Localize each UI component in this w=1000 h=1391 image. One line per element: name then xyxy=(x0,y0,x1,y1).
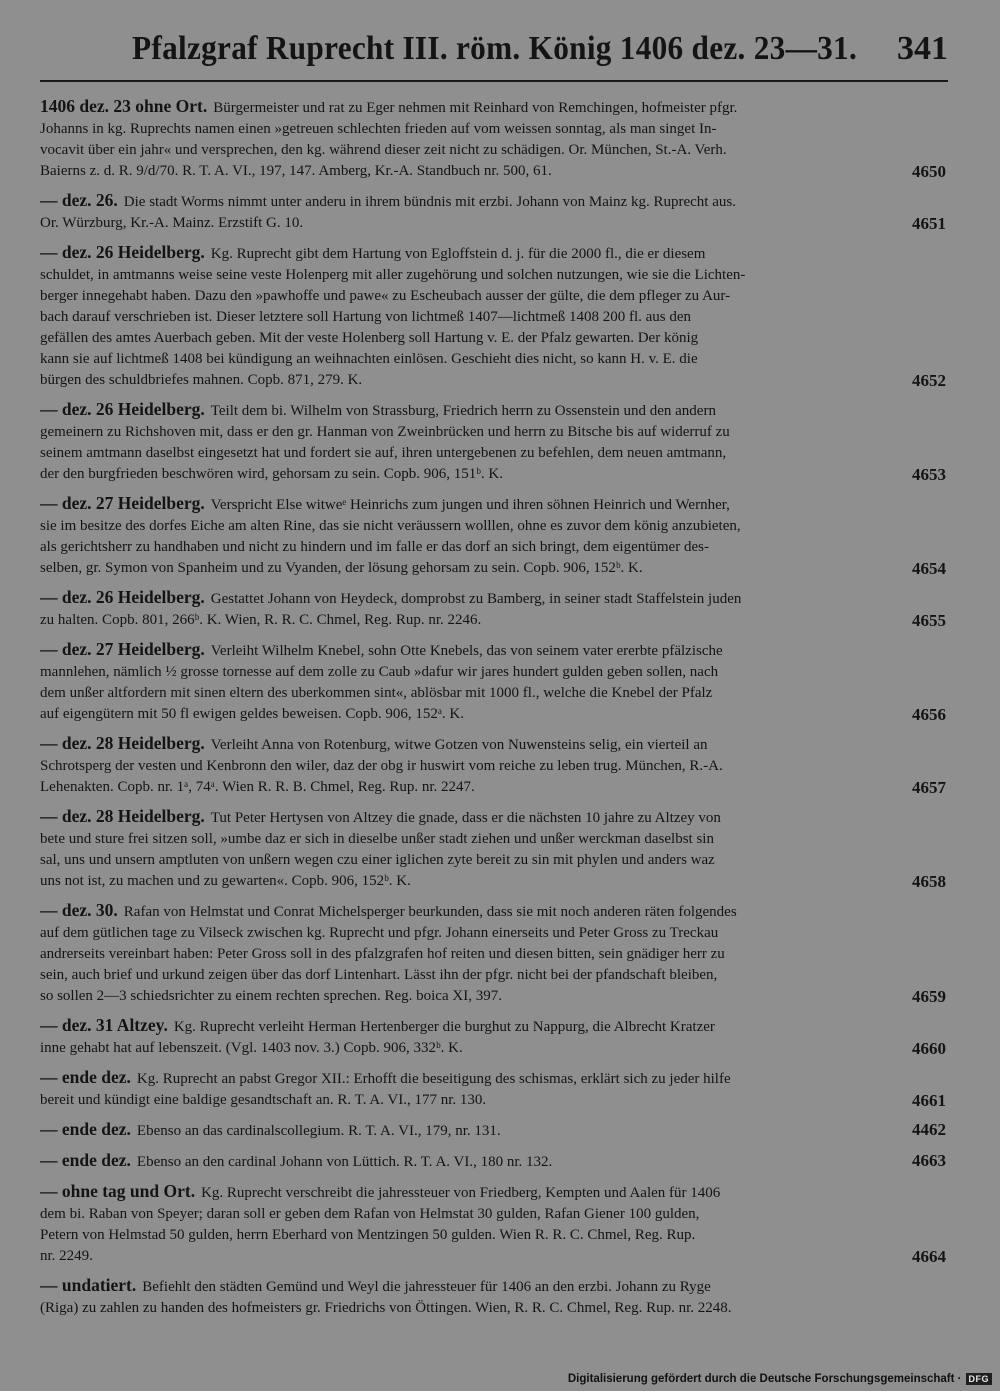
page-header xyxy=(40,26,948,76)
entry-text: Bürgermeister und rat zu Eger nehmen mit Reinhard von Remchingen, hofmeister pfgr. xyxy=(213,100,738,116)
entry-text: bereit und kündigt eine baldige gesandtschaft an. R. T. A. VI., 177 nr. 130. xyxy=(40,1092,487,1108)
entry-text: Schrotsperg der vesten und Kenbronn den wiler, daz der obg ir huswirt vom reiche zu leben trug. München, R.-A. xyxy=(40,758,723,774)
entry-text: dem unßer altfordern mit sinen eltern des uberkommen sint«, ablösbar mit 1000 fl., welche die Knebel der Pfalz xyxy=(40,685,713,701)
entry-line xyxy=(40,190,946,213)
entry-line xyxy=(40,1275,946,1298)
entry-text: Verleiht Wilhelm Knebel, sohn Otte Knebels, das von seinem vater ererbte pfälzische xyxy=(210,643,723,659)
entry-date-heading: — dez. 26 Heidelberg. xyxy=(40,399,205,419)
entry-line xyxy=(40,871,946,892)
entry-line xyxy=(40,161,946,182)
entry-line xyxy=(40,829,946,850)
entry-line xyxy=(40,777,946,798)
entry-text: zu halten. Copb. 801, 266ᵇ. K. Wien, R. R. C. Chmel, Reg. Rup. nr. 2246. xyxy=(40,612,482,628)
regest-entry xyxy=(40,96,946,182)
entry-date-heading: — dez. 28 Heidelberg. xyxy=(40,806,205,826)
entry-line xyxy=(40,265,946,286)
entry-text: Kg. Ruprecht verleiht Herman Hertenberger die burghut zu Nappurg, die Albrecht Kratzer xyxy=(173,1019,715,1035)
entry-line xyxy=(40,1298,946,1319)
entry-text: Rafan von Helmstat und Conrat Michelsperger beurkunden, dass sie mit noch anderen räten folgendes xyxy=(123,904,737,920)
entry-text: andrerseits vereinbart haben: Peter Gross soll in des pfalzgrafen hof reiten und diesen bitten, sein gnädiger herr zu xyxy=(40,946,725,962)
entry-text: Petern von Helmstad 50 gulden, herrn Eberhard von Mentzingen 50 gulden. Wien R. R. C. Chmel, Reg. Rup. xyxy=(40,1227,696,1243)
entry-text: seinem amtmann daselbst eingesetzt hat und fordert sie auf, ihren untergebenen zu befehlen, dem neuen amtmann, xyxy=(40,445,727,461)
entry-text: Tut Peter Hertysen von Altzey die gnade, dass er die nächsten 10 jahre zu Altzey von xyxy=(210,810,721,826)
entry-date-heading: — ende dez. xyxy=(40,1067,131,1087)
entry-line xyxy=(40,587,946,610)
regest-entry xyxy=(40,639,946,725)
entry-date-heading: 1406 dez. 23 ohne Ort. xyxy=(40,96,208,116)
entry-text: dem bi. Raban von Speyer; daran soll er geben dem Rafan von Helmstat 30 gulden, Rafan Giener 100 gulden, xyxy=(40,1206,700,1222)
entry-line xyxy=(40,733,946,756)
entry-text: Kg. Ruprecht verschreibt die jahressteuer von Friedberg, Kempten und Aalen für 1406 xyxy=(201,1185,721,1201)
entry-text: Or. Würzburg, Kr.-A. Mainz. Erzstift G. 10. xyxy=(40,215,304,231)
regest-entry xyxy=(40,190,946,234)
entry-text: Teilt dem bi. Wilhelm von Strassburg, Friedrich herrn zu Ossenstein und den andern xyxy=(210,403,716,419)
entry-line xyxy=(40,516,946,537)
entry-text: gefällen des amtes Auerbach geben. Mit der veste Holenberg soll Hartung v. E. der Pfalz gewarten. Der könig xyxy=(40,330,699,346)
entry-line xyxy=(40,1225,946,1246)
entry-number: 4651 xyxy=(906,213,946,234)
regest-entry xyxy=(40,1015,946,1059)
entry-text: berger innegehabt haben. Dazu den »pawhoffe und pawe« zu Escheubach ausser der gülte, die dem pfleger zu Aur- xyxy=(40,288,731,304)
entry-line xyxy=(40,704,946,725)
regest-entry xyxy=(40,399,946,485)
entry-text: Ebenso an den cardinal Johann von Lüttich. R. T. A. VI., 180 nr. 132. xyxy=(136,1154,553,1170)
entry-text: (Riga) zu zahlen zu handen des hofmeisters gr. Friedrichs von Öttingen. Wien, R. R. C. Chmel, Reg. Rup. nr. 2248. xyxy=(40,1300,732,1316)
entry-line xyxy=(40,639,946,662)
entry-number: 4653 xyxy=(906,464,946,485)
entry-line xyxy=(40,1015,946,1038)
entry-text: selben, gr. Symon von Spanheim und zu Vyanden, der lösung gehorsam zu sein. Copb. 906, 152ᵇ. K. xyxy=(40,560,643,576)
entry-line xyxy=(40,422,946,443)
entry-number: 4660 xyxy=(906,1038,946,1059)
entry-number: 4656 xyxy=(906,704,946,725)
entry-line xyxy=(40,806,946,829)
regest-entry xyxy=(40,1181,946,1267)
entry-line xyxy=(40,683,946,704)
entry-date-heading: — dez. 30. xyxy=(40,900,118,920)
entry-line xyxy=(40,493,946,516)
entry-text: Verleiht Anna von Rotenburg, witwe Gotzen von Nuwensteins selig, ein vierteil an xyxy=(210,737,708,753)
entry-date-heading: — undatiert. xyxy=(40,1275,137,1295)
entry-number: 4658 xyxy=(906,871,946,892)
entry-line xyxy=(40,1038,946,1059)
entry-number: 4659 xyxy=(906,986,946,1007)
entry-line xyxy=(40,965,946,986)
entry-date-heading: — dez. 31 Altzey. xyxy=(40,1015,168,1035)
entry-text: Kg. Ruprecht gibt dem Hartung von Egloffstein d. j. für die 2000 fl., die er diesem xyxy=(210,246,706,262)
entry-line xyxy=(40,944,946,965)
entry-line xyxy=(40,140,946,161)
entry-text: nr. 2249. xyxy=(40,1248,93,1264)
regest-entry xyxy=(40,1150,946,1173)
entry-number: 4661 xyxy=(906,1090,946,1111)
entry-line xyxy=(40,986,946,1007)
entry-text: Gestattet Johann von Heydeck, domprobst zu Bamberg, in seiner stadt Staffelstein juden xyxy=(210,591,742,607)
entry-line xyxy=(40,1067,946,1090)
entry-text: Ebenso an das cardinalscollegium. R. T. A. VI., 179, nr. 131. xyxy=(136,1123,501,1139)
entry-number: 4652 xyxy=(906,370,946,391)
entry-text: bach darauf verschrieben ist. Dieser letztere soll Hartung von lichtmeß 1407—lichtmeß 1408 200 fl. aus den xyxy=(40,309,692,325)
entry-line xyxy=(40,399,946,422)
entry-date-heading: — ende dez. xyxy=(40,1119,131,1139)
entry-line xyxy=(40,96,946,119)
entry-text: vocavit über ein jahr« und versprechen, den kg. während dieser zeit nicht zu schädigen. Or. München, St.-A. Verh. xyxy=(40,142,727,158)
entry-text: gemeinern zu Richshoven mit, dass er den gr. Hanman von Zweinbrücken und herrn zu Bitsche bis auf widerruf zu xyxy=(40,424,730,440)
entry-number: 4663 xyxy=(906,1150,946,1171)
entry-text: bürgen des schuldbriefes mahnen. Copb. 871, 279. K. xyxy=(40,372,363,388)
entry-text: Die stadt Worms nimmt unter anderu in ihrem bündnis mit erzbi. Johann von Mainz kg. Ruprecht aus. xyxy=(123,194,736,210)
regest-entry xyxy=(40,1067,946,1111)
entry-number: 4650 xyxy=(906,161,946,182)
entry-line xyxy=(40,610,946,631)
regest-entry xyxy=(40,900,946,1007)
entry-number: 4657 xyxy=(906,777,946,798)
entry-number: 4462 xyxy=(906,1119,946,1140)
entry-text: Kg. Ruprecht an pabst Gregor XII.: Erhofft die beseitigung des schismas, erklärt sich zu jeder hilfe xyxy=(136,1071,731,1087)
entry-line xyxy=(40,558,946,579)
entry-text: so sollen 2—3 schiedsrichter zu einem rechten sprechen. Reg. boica XI, 397. xyxy=(40,988,502,1004)
entry-number: 4655 xyxy=(906,610,946,631)
regest-entry xyxy=(40,733,946,798)
regest-entry xyxy=(40,242,946,391)
entry-text: mannlehen, nämlich ½ grosse tornesse auf dem zolle zu Caub »dafur wir jares hundert gulden geben sollen, nach xyxy=(40,664,719,680)
entry-text: bete und sture frei sitzen soll, »umbe daz er sich in dieselbe unßer stadt ziehen und unßer werckman daselbst sin xyxy=(40,831,714,847)
entry-text: sal, uns und unsern amptluten von unßern wegen czu einer iglichen zyte bereit zu sin mit phylen und anders waz xyxy=(40,852,715,868)
entry-number: 4664 xyxy=(906,1246,946,1267)
entry-line xyxy=(40,1150,946,1173)
entry-date-heading: — dez. 27 Heidelberg. xyxy=(40,493,205,513)
entry-line xyxy=(40,1119,946,1142)
regest-entry xyxy=(40,1119,946,1142)
regest-entry xyxy=(40,1275,946,1319)
entry-line xyxy=(40,370,946,391)
entry-text: kann sie auf lichtmeß 1408 bei kündigung an weihnachten einlösen. Geschieht dies nicht, so kann H. v. E. die xyxy=(40,351,698,367)
entry-line xyxy=(40,307,946,328)
entry-line xyxy=(40,286,946,307)
entry-date-heading: — dez. 27 Heidelberg. xyxy=(40,639,205,659)
dfg-logo-icon: DFG xyxy=(966,1373,993,1385)
page-number: 341 xyxy=(897,30,948,67)
entry-line xyxy=(40,923,946,944)
entry-line xyxy=(40,464,946,485)
entry-line xyxy=(40,900,946,923)
entry-line xyxy=(40,537,946,558)
entry-date-heading: — ende dez. xyxy=(40,1150,131,1170)
page-footer xyxy=(568,1371,992,1386)
entry-line xyxy=(40,443,946,464)
entry-text: Befiehlt den städten Gemünd und Weyl die jahressteuer für 1406 an den erzbi. Johann zu Ryge xyxy=(142,1279,711,1295)
entry-line xyxy=(40,242,946,265)
entry-date-heading: — dez. 26. xyxy=(40,190,118,210)
entry-text: inne gehabt hat auf lebenszeit. (Vgl. 1403 nov. 3.) Copb. 906, 332ᵇ. K. xyxy=(40,1040,463,1056)
entry-line xyxy=(40,119,946,140)
entry-text: sein, auch brief und urkund zeigen über das dorf Lintenhart. Lässt ihn der pfgr. nicht bei der pfandschaft bleiben, xyxy=(40,967,718,983)
entry-date-heading: — dez. 26 Heidelberg. xyxy=(40,242,205,262)
entry-text: als gerichtsherr zu handhaben und nicht zu hindern und im falle er das dorf an sich bringt, dem eigentümer des- xyxy=(40,539,709,555)
entry-line xyxy=(40,1181,946,1204)
entry-text: Verspricht Else witweᵉ Heinrichs zum jungen und ihren söhnen Heinrich und Wernher, xyxy=(210,497,730,513)
page-title: Pfalzgraf Ruprecht III. röm. König 1406 dez. 23—31. xyxy=(132,30,858,67)
entry-line xyxy=(40,1090,946,1111)
entry-line xyxy=(40,756,946,777)
regest-entry xyxy=(40,493,946,579)
entry-number: 4654 xyxy=(906,558,946,579)
entry-text: uns not ist, zu machen und zu gewarten«. Copb. 906, 152ᵇ. K. xyxy=(40,873,411,889)
entry-line xyxy=(40,328,946,349)
entry-text: sie im besitze des dorfes Eiche am alten Rine, das sie nicht veräussern wolllen, ohne es zuvor dem könig anzubieten, xyxy=(40,518,741,534)
entry-text: auf eigengütern mit 50 fl ewigen geldes beweisen. Copb. 906, 152ᵃ. K. xyxy=(40,706,465,722)
entry-text: Baierns z. d. R. 9/d/70. R. T. A. VI., 197, 147. Amberg, Kr.-A. Standbuch nr. 500, 61. xyxy=(40,163,552,179)
entry-line xyxy=(40,662,946,683)
header-divider xyxy=(40,80,948,82)
entry-text: Lehenakten. Copb. nr. 1ᵃ, 74ᵃ. Wien R. R. B. Chmel, Reg. Rup. nr. 2247. xyxy=(40,779,475,795)
entry-line xyxy=(40,1204,946,1225)
entry-line xyxy=(40,850,946,871)
regest-entry xyxy=(40,806,946,892)
regest-entry xyxy=(40,587,946,631)
entry-date-heading: — ohne tag und Ort. xyxy=(40,1181,196,1201)
entry-text: Johanns in kg. Ruprechts namen einen »getreuen schlechten frieden auf vom weissen sonntag, als man singet In- xyxy=(40,121,717,137)
regesta-entries xyxy=(40,96,946,1327)
entry-date-heading: — dez. 28 Heidelberg. xyxy=(40,733,205,753)
entry-line xyxy=(40,349,946,370)
entry-date-heading: — dez. 26 Heidelberg. xyxy=(40,587,205,607)
entry-text: schuldet, in amtmanns weise seine veste Holenperg mit aller zugehörung und solchen nutzungen, wie sie die Lichten- xyxy=(40,267,746,283)
digitization-credit: Digitalisierung gefördert durch die Deutsche Forschungsgemeinschaft · xyxy=(567,1372,962,1385)
entry-line xyxy=(40,213,946,234)
entry-text: auf dem gütlichen tage zu Vilseck zwischen kg. Ruprecht und pfgr. Johann einerseits und Peter Gross zu Treckau xyxy=(40,925,719,941)
entry-line xyxy=(40,1246,946,1267)
entry-text: der den burgfrieden beschwören wird, gehorsam zu sein. Copb. 906, 151ᵇ. K. xyxy=(40,466,504,482)
